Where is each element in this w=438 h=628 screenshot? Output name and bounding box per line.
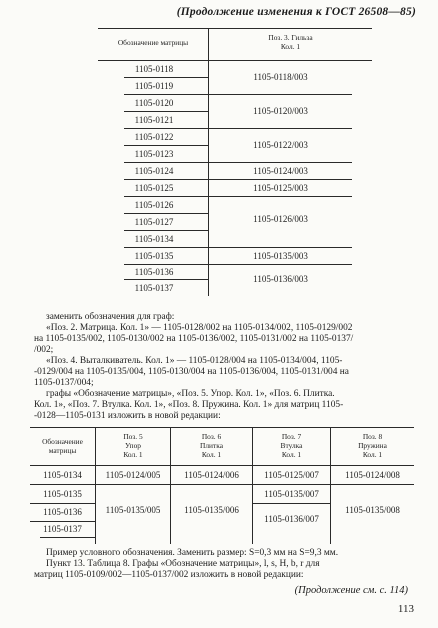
row-divider: [124, 279, 208, 280]
row-divider: [124, 162, 208, 163]
table-cell-stop: 1105-0124/005: [105, 470, 161, 480]
row-divider: [124, 230, 208, 231]
table-cell-bush: 1105-0135/007: [264, 489, 319, 499]
row-divider: [30, 503, 95, 504]
page-header: (Продолжение изменения к ГОСТ 26508—85): [176, 6, 416, 18]
table-cell-sleeve: 1105-0125/003: [253, 183, 308, 193]
column-header: Кол. 1: [362, 450, 383, 459]
paragraph-line: /002;: [34, 345, 54, 355]
column-header: матрицы: [48, 446, 77, 455]
row-divider: [208, 128, 352, 129]
paragraph-line: матриц 1105-0109/002—1105-0137/002 изложить в новой редакции:: [34, 570, 304, 580]
row-divider: [124, 264, 208, 265]
column-header: Плитка: [200, 441, 223, 450]
column-header-sleeve: Поз. 3. Гильза: [268, 33, 313, 42]
table-cell-plate: 1105-0135/006: [184, 505, 239, 515]
paragraph-line: на 1105-0135/002, 1105-0130/002 на 1105-0136/002, 1105-0131/002 на 1105-0137/: [34, 334, 354, 344]
column-header: Втулка: [280, 441, 303, 450]
paragraph-line: Пункт 13. Таблица 8. Графы «Обозначение матрицы», l, s, H, b, r для: [46, 559, 320, 569]
row-divider: [30, 521, 95, 522]
paragraph-line: -0128—1105-0131 изложить в новой редакции:: [34, 411, 221, 421]
column-header: Кол. 1: [123, 450, 143, 459]
table-cell-sleeve: 1105-0122/003: [253, 140, 308, 150]
table-cell-matrix: 1105-0120: [134, 98, 174, 108]
table-cell-matrix: 1105-0136: [43, 507, 82, 517]
table-cell-sleeve: 1105-0124/003: [253, 166, 308, 176]
continuation-note: (Продолжение см. с. 114): [294, 585, 408, 596]
column-header: Поз. 7: [281, 432, 302, 441]
table-cell-matrix: 1105-0118: [134, 64, 174, 74]
row-divider: [208, 162, 352, 163]
table-cell-bush: 1105-0136/007: [264, 514, 319, 524]
row-divider: [124, 94, 208, 95]
table-cell-matrix: 1105-0125: [134, 183, 174, 193]
table-cell-matrix: 1105-0121: [134, 115, 174, 125]
table-top-border: [98, 28, 372, 29]
paragraph-line: графы «Обозначение матрицы», «Поз. 5. Упор. Кол. 1», «Поз. 6. Плитка.: [46, 389, 335, 399]
paragraph-line: -0129/004 на 1105-0135/004, 1105-0130/004 на 1105-0136/004, 1105-0131/004 на: [34, 367, 349, 377]
row-divider: [124, 128, 208, 129]
table-header-border: [30, 465, 414, 466]
table-top-border: [30, 427, 414, 428]
row-divider: [30, 484, 414, 485]
table-cell-matrix: 1105-0137: [43, 524, 82, 534]
table-cell-sleeve: 1105-0120/003: [253, 106, 308, 116]
row-divider: [124, 145, 208, 146]
table-cell-stop: 1105-0135/005: [105, 505, 161, 515]
row-divider: [208, 196, 352, 197]
paragraph-line: 1105-0137/004;: [34, 378, 94, 388]
table-cell-matrix: 1105-0137: [134, 283, 174, 293]
paragraph-line: заменить обозначения для граф:: [46, 312, 175, 322]
paragraph-line: Пример условного обозначения. Заменить размер: S=0,3 мм на S=9,3 мм.: [46, 548, 339, 558]
table-cell-matrix: 1105-0127: [134, 217, 174, 227]
column-header: Кол. 1: [281, 450, 302, 459]
table-cell-sleeve: 1105-0118/003: [253, 72, 308, 82]
paragraph-line: Кол. 1», «Поз. 7. Втулка. Кол. 1», «Поз. 8. Пружина. Кол. 1» для матриц 1105-: [34, 400, 344, 410]
row-divider: [124, 196, 208, 197]
row-divider: [124, 77, 208, 78]
row-divider: [253, 503, 330, 504]
table-cell-matrix: 1105-0136: [134, 267, 174, 277]
paragraph-line: «Поз. 2. Матрица. Кол. 1» — 1105-0128/002 на 1105-0134/002, 1105-0129/002: [46, 323, 353, 333]
table-cell-sleeve: 1105-0126/003: [253, 214, 308, 224]
row-divider: [124, 247, 208, 248]
table-cell-matrix: 1105-0135: [134, 251, 174, 261]
table-cell-sleeve: 1105-0135/003: [253, 251, 308, 261]
column-header-matrix: Обозначение матрицы: [117, 38, 189, 47]
table-cell-spring: 1105-0124/008: [345, 470, 400, 480]
row-divider: [208, 94, 352, 95]
column-header: Пружина: [358, 441, 387, 450]
row-divider: [40, 537, 95, 538]
table-cell-matrix: 1105-0124: [134, 166, 174, 176]
column-header: Поз. 5: [123, 432, 143, 441]
row-divider: [124, 111, 208, 112]
table-cell-matrix: 1105-0134: [134, 234, 174, 244]
table-header-border: [98, 60, 372, 61]
column-header: Поз. 8: [362, 432, 383, 441]
table-cell-matrix: 1105-0134: [43, 470, 82, 480]
table-cell-matrix: 1105-0135: [43, 489, 82, 499]
table-cell-matrix: 1105-0126: [134, 200, 174, 210]
column-header-sleeve-qty: Кол. 1: [280, 42, 301, 51]
row-divider: [208, 264, 352, 265]
table-cell-plate: 1105-0124/006: [184, 470, 239, 480]
column-header: Кол. 1: [201, 450, 222, 459]
paragraph-line: «Поз. 4. Выталкиватель. Кол. 1» — 1105-0128/004 на 1105-0134/004, 1105-: [46, 356, 343, 366]
column-header: Поз. 6: [201, 432, 222, 441]
table-cell-matrix: 1105-0123: [134, 149, 174, 159]
column-header: Обозначение: [42, 437, 83, 446]
table-cell-sleeve: 1105-0136/003: [253, 274, 308, 284]
table-cell-spring: 1105-0135/008: [345, 505, 400, 515]
page-number: 113: [397, 603, 414, 615]
row-divider: [124, 213, 208, 214]
row-divider: [208, 179, 352, 180]
row-divider: [124, 179, 208, 180]
table-cell-matrix: 1105-0122: [134, 132, 174, 142]
table-cell-bush: 1105-0125/007: [264, 470, 319, 480]
table-cell-matrix: 1105-0119: [134, 81, 174, 91]
column-header: Упор: [125, 441, 141, 450]
row-divider: [208, 247, 352, 248]
